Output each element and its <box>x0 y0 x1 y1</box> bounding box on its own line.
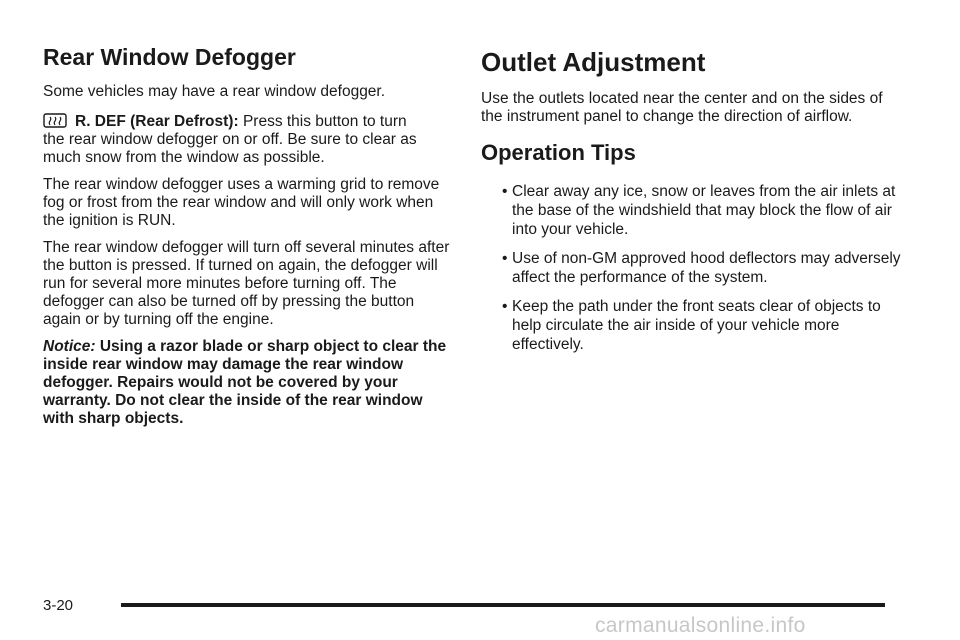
operation-tips-list <box>481 182 901 354</box>
rear-defrost-label: R. DEF (Rear Defrost): <box>75 113 239 130</box>
outlet-intro: Use the outlets located near the center and on the sides of the instrument panel to change the direction of airflow. <box>481 90 883 125</box>
rear-defrost-text-start: Press this button to turn <box>238 113 407 130</box>
notice-paragraph <box>43 338 453 428</box>
notice-label: Notice: <box>43 338 96 355</box>
left-column <box>43 40 453 428</box>
list-item <box>481 182 901 239</box>
notice-text: Using a razor blade or sharp object to clear the inside rear window may damage the rear window defogger. Repairs would not be covered by your warranty. Do not clear the inside of the rear window with sharp objects. <box>43 338 447 427</box>
section-heading-rear-window-defogger: Rear Window Defogger <box>43 44 296 70</box>
page-number: 3-20 <box>43 597 74 614</box>
bullet-icon: • <box>502 250 508 267</box>
bullet-icon: • <box>502 298 508 315</box>
list-item <box>481 249 901 287</box>
footer-divider <box>121 603 885 607</box>
section-heading-outlet-adjustment: Outlet Adjustment <box>481 47 706 77</box>
tip-text: Keep the path under the front seats clear of objects to help circulate the air inside of your vehicle more effectively. <box>512 298 881 353</box>
defogger-timer-paragraph: The rear window defogger will turn off several minutes after the button is pressed. If turned on again, the defogger will run for several more minutes before turning off. The defogger can also be turned off by pressing the button again or by turning off the engine. <box>43 239 450 328</box>
subheading-operation-tips: Operation Tips <box>481 140 636 165</box>
rear-defrost-entry <box>43 113 453 131</box>
watermark: carmanualsonline.info <box>595 614 806 637</box>
rear-defrost-text-continued: the rear window defogger on or off. Be sure to clear as much snow from the window as possible. <box>43 131 417 166</box>
right-column <box>481 40 901 364</box>
rear-defrost-icon <box>43 113 67 131</box>
defogger-intro: Some vehicles may have a rear window defogger. <box>43 83 386 100</box>
defogger-warming-grid-paragraph: The rear window defogger uses a warming grid to remove fog or frost from the rear window and will only work when the ignition is RUN. <box>43 176 440 229</box>
tip-text: Use of non-GM approved hood deflectors may adversely affect the performance of the system. <box>512 250 901 286</box>
rear-defrost-first-line <box>75 113 407 131</box>
tip-text: Clear away any ice, snow or leaves from the air inlets at the base of the windshield that may block the flow of air into your vehicle. <box>512 183 896 238</box>
list-item <box>481 297 901 354</box>
bullet-icon: • <box>502 183 508 200</box>
